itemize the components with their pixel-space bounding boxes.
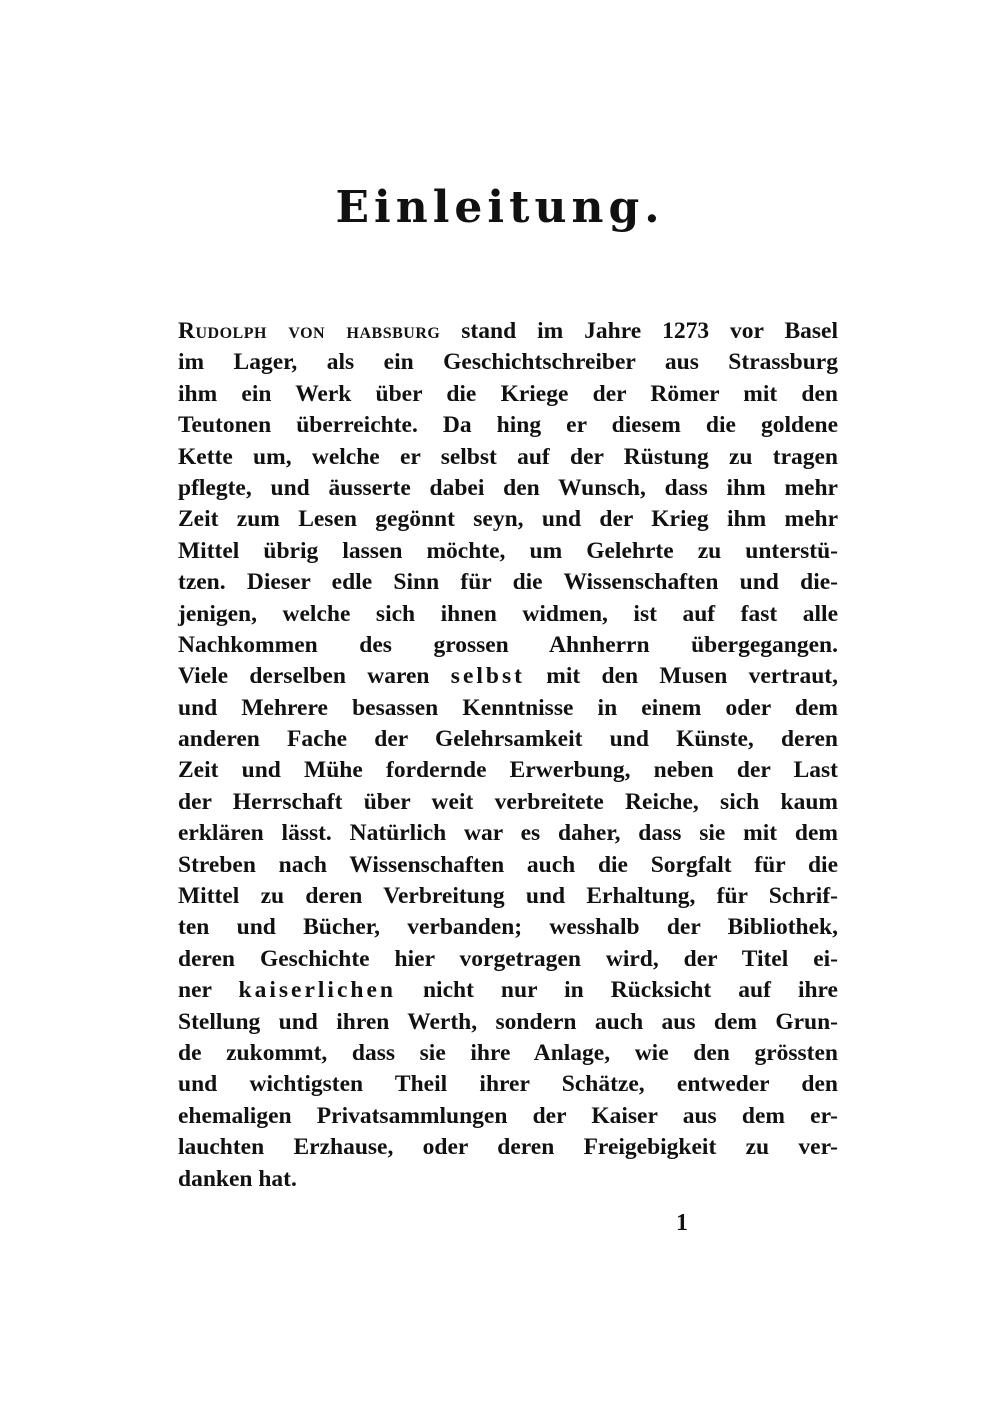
text-segment: Stellung und ihren Werth, sondern auch aus dem Grun- [178, 1008, 838, 1035]
text-segment: ehemaligen Privatsammlungen der Kaiser aus dem er- [178, 1102, 838, 1129]
text-line [178, 944, 838, 975]
text-line [178, 379, 838, 410]
text-line [178, 567, 838, 598]
text-segment: lauchten Erzhause, oder deren Freigebigkeit zu ver- [178, 1134, 838, 1161]
text-line [178, 818, 838, 849]
text-segment: pflegte, und äusserte dabei den Wunsch, dass ihm mehr [178, 474, 838, 501]
text-segment: erklären lässt. Natürlich war es daher, dass sie mit dem [178, 820, 838, 847]
text-segment: tzen. Dieser edle Sinn für die Wissenschaften und die- [178, 569, 838, 596]
emphasis-spaced: selbst [450, 663, 525, 690]
text-segment: Streben nach Wissenschaften auch die Sorgfalt für die [178, 851, 838, 878]
text-segment: jenigen, welche sich ihnen widmen, ist auf fast alle [178, 600, 838, 627]
text-line [178, 724, 838, 755]
text-segment: Kette um, welche er selbst auf der Rüstung zu tragen [178, 443, 838, 470]
text-line [178, 661, 838, 692]
text-segment: deren Geschichte hier vorgetragen wird, der Titel ei- [178, 945, 838, 972]
chapter-title: Einleitung. [335, 182, 665, 233]
text-segment: anderen Fache der Gelehrsamkeit und Künste, deren [178, 726, 838, 753]
text-segment: ner [178, 977, 239, 1004]
text-segment: Mittel übrig lassen möchte, um Gelehrte zu unterstü- [178, 537, 838, 564]
text-segment: und wichtigsten Theil ihrer Schätze, entweder den [178, 1071, 838, 1098]
text-line [178, 975, 838, 1006]
body-paragraph [178, 316, 838, 1195]
text-line [178, 473, 838, 504]
text-line [178, 630, 838, 661]
text-line [178, 693, 838, 724]
name-small-caps: Rudolph von habsburg [178, 318, 441, 344]
text-segment: Mittel zu deren Verbreitung und Erhaltung, für Schrif- [178, 883, 838, 910]
text-line [178, 1164, 838, 1195]
text-segment: Zeit zum Lesen gegönnt seyn, und der Krieg ihm mehr [178, 506, 838, 533]
emphasis-spaced: kaiserlichen [238, 977, 396, 1004]
text-line [178, 850, 838, 881]
text-line [178, 504, 838, 535]
text-line [178, 410, 838, 441]
text-line [178, 787, 838, 818]
text-line [178, 755, 838, 786]
text-line [178, 536, 838, 567]
text-segment: Nachkommen des grossen Ahnherrn übergegangen. [178, 631, 838, 658]
text-segment: Viele derselben waren [178, 663, 451, 690]
text-segment: mit den Musen vertraut, [524, 663, 838, 690]
text-segment: ihm ein Werk über die Kriege der Römer mit den [178, 380, 838, 407]
text-line [178, 316, 838, 347]
text-line [178, 1101, 838, 1132]
text-segment: danken hat. [178, 1165, 297, 1192]
text-segment: nicht nur in Rücksicht auf ihre [395, 977, 838, 1004]
text-segment: und Mehrere besassen Kenntnisse in einem oder dem [178, 694, 838, 721]
text-segment: der Herrschaft über weit verbreitete Reiche, sich kaum [178, 788, 838, 815]
text-segment: im Lager, als ein Geschichtschreiber aus Strassburg [178, 349, 838, 376]
text-line [178, 442, 838, 473]
text-segment: de zukommt, dass sie ihre Anlage, wie den grössten [178, 1039, 838, 1066]
text-line [178, 1007, 838, 1038]
text-line [178, 1069, 838, 1100]
text-segment: stand im Jahre 1273 vor Basel [440, 318, 838, 344]
text-segment: ten und Bücher, verbanden; wesshalb der Bibliothek, [178, 914, 838, 941]
text-line [178, 912, 838, 943]
text-segment: Zeit und Mühe fordernde Erwerbung, neben der Last [178, 757, 838, 784]
text-segment: Teutonen überreichte. Da hing er diesem die goldene [178, 412, 838, 439]
text-line [178, 1132, 838, 1163]
text-line [178, 347, 838, 378]
text-line [178, 1038, 838, 1069]
text-line [178, 599, 838, 630]
text-line [178, 881, 838, 912]
page-number: 1 [676, 1210, 688, 1236]
